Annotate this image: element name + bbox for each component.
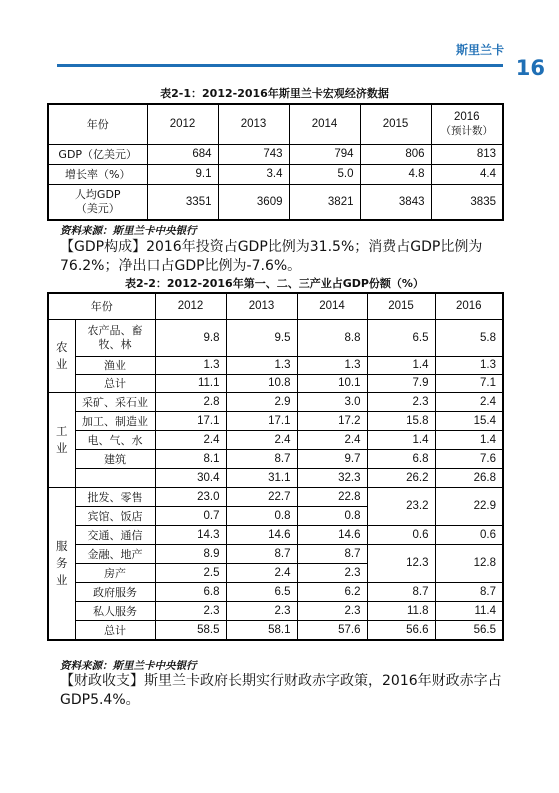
table-row: 建筑 8.1 8.7 9.7 6.8 7.6 (48, 449, 503, 468)
table-row: 政府服务 6.8 6.5 6.2 8.7 8.7 (48, 582, 503, 601)
table-header-row (48, 104, 503, 144)
merged-cell: 22.9 (435, 487, 503, 525)
table-header-row (48, 293, 503, 319)
table-row: 农业 农产品、畜 牧、林 9.8 9.5 8.8 6.5 5.8 (48, 319, 503, 356)
year-cell: 2013 (226, 293, 297, 319)
table-row: 增长率（%） 9.1 3.4 5.0 4.8 4.4 (48, 164, 503, 184)
table-row: 私人服务 2.3 2.3 2.3 11.8 11.4 (48, 601, 503, 620)
table-row: 总计 58.5 58.1 57.6 56.6 56.5 (48, 620, 503, 640)
table-row: 30.4 31.1 32.3 26.2 26.8 (48, 468, 503, 487)
header-rule (57, 64, 503, 67)
merged-cell: 12.3 (367, 544, 435, 582)
gdp-composition-paragraph: 【GDP构成】2016年投资占GDP比例为31.5%；消费占GDP比例为76.2%；净出口占GDP比例为-7.6%。 (60, 239, 483, 274)
table1-caption: 表2-1：2012-2016年斯里兰卡宏观经济数据 (160, 87, 389, 100)
year-cell: 2015 (360, 104, 431, 144)
table1-source: 资料来源：斯里兰卡中央银行 (60, 225, 197, 237)
year-cell: 2013 (218, 104, 289, 144)
table-row: 渔业 1.3 1.3 1.3 1.4 1.3 (48, 356, 503, 374)
section-agriculture: 农业 (48, 319, 75, 392)
year-cell: 2016 （预计数） (431, 104, 503, 144)
year-cell: 2016 (435, 293, 503, 319)
table-row: GDP（亿美元） 684 743 794 806 813 (48, 144, 503, 164)
running-header-title: 斯里兰卡 (455, 43, 504, 57)
table-row: 电、气、水 2.4 2.4 2.4 1.4 1.4 (48, 430, 503, 449)
year-cell: 2012 (147, 104, 218, 144)
page-number: 16 (515, 56, 545, 80)
macro-data-table (47, 103, 504, 221)
table-row: 工业 采矿、采石业 2.8 2.9 3.0 2.3 2.4 (48, 392, 503, 411)
table2-source: 资料来源：斯里兰卡中央银行 (60, 660, 197, 672)
year-header: 年份 (48, 104, 147, 144)
year-cell: 2015 (367, 293, 435, 319)
merged-cell: 12.8 (435, 544, 503, 582)
merged-cell: 23.2 (367, 487, 435, 525)
table2-caption: 表2-2：2012-2016年第一、二、三产业占GDP份额（%） (125, 277, 424, 290)
industry-share-table (47, 292, 504, 641)
table-row: 总计 11.1 10.8 10.1 7.9 7.1 (48, 374, 503, 392)
section-industry: 工业 (48, 392, 75, 487)
table-row: 金融、地产 8.9 8.7 8.7 12.3 12.8 (48, 544, 503, 563)
table-row: 宾馆、饭店 0.7 0.8 0.8 (48, 506, 503, 525)
fiscal-paragraph: 【财政收支】斯里兰卡政府长期实行财政赤字政策，2016年财政赤字占GDP5.4%。 (60, 673, 502, 708)
table-row: 房产 2.5 2.4 2.3 (48, 563, 503, 582)
table-row: 服务业 批发、零售 23.0 22.7 22.8 23.2 22.9 (48, 487, 503, 506)
table-row: 加工、制造业 17.1 17.1 17.2 15.8 15.4 (48, 411, 503, 430)
year-cell: 2014 (289, 104, 360, 144)
year-cell: 2014 (297, 293, 367, 319)
forecast-note: （预计数） (440, 125, 493, 138)
table-row: 人均GDP （美元） 3351 3609 3821 3843 3835 (48, 184, 503, 220)
year-header: 年份 (48, 293, 155, 319)
year-cell: 2012 (155, 293, 226, 319)
table-row: 交通、通信 14.3 14.6 14.6 0.6 0.6 (48, 525, 503, 544)
section-services: 服务业 (48, 487, 75, 640)
